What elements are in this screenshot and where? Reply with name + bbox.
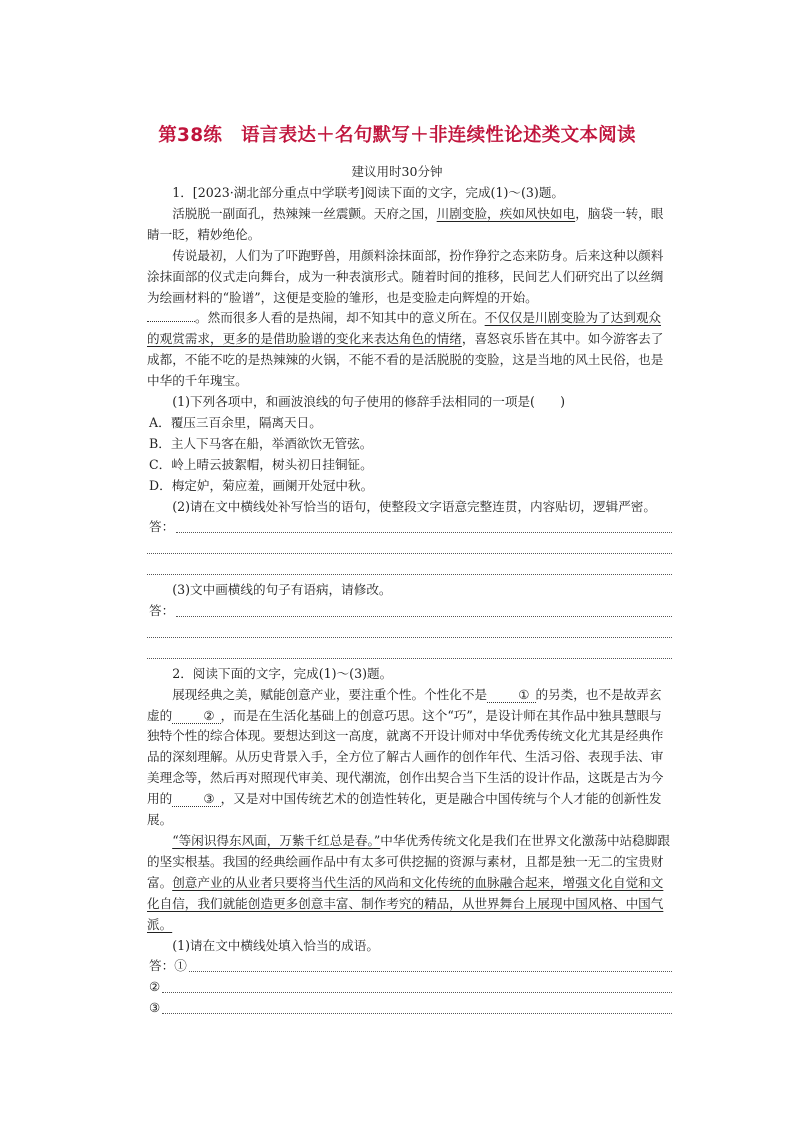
idiom-answer-2[interactable] [147,977,672,998]
option-c[interactable]: C．岭上晴云披絮帽，树头初日挂铜钲。 [149,456,373,472]
dotted-line [147,637,672,638]
q2-p1-text-d: ，又是对中国传统艺术的创造性转化，更是融合中国传统与个人才能的创新性发展。 [147,791,662,828]
idiom-answer-1[interactable] [147,956,672,977]
option-a[interactable]: A．覆压三百余里，隔离天日。 [149,414,322,430]
answer-label-text: 答： [149,958,175,974]
answer-label [147,956,187,977]
blank-2[interactable]: ② [172,709,220,724]
answer-line-3-2[interactable] [147,622,672,643]
dotted-line [189,971,672,972]
q2-paragraph-2 [147,831,672,936]
circled-number-3: ③ [149,1000,161,1016]
q2-p1-text-c: ，而是在生活化基础上的创意巧思。这个“巧”，是设计师在其作品中独具慧眼与独特个性的综合体现。要想达到这一高度，就离不开设计师对中华优秀传统文化尤其是经典作品的深刻理解。从历史背景入手，全方位了解古人画作的创作年代、生活习俗、表现手法、审美理念等，然后再对照现代审美、现代潮流，创作出契合当下生活的设计作品，这既是古为今用的 [147,707,664,807]
dotted-line [176,616,672,617]
answer-line-3-1[interactable] [147,601,672,622]
q2-paragraph-1 [147,685,672,831]
circled-number-2: ② [149,979,161,995]
q1-sub2: (2)请在文中横线处补写恰当的语句，使整段文字语意完整连贯，内容贴切，逻辑严密。 [172,498,656,514]
q1-p3-text-b: ，喜怒哀乐皆在其中。如今游客去了成都，不能不吃的是热辣辣的火锅，不能不看的是活脱脱的变脸，这是当地的风土民俗，也是中华的千年瑰宝。 [147,331,664,389]
answer-line-2-1[interactable] [147,518,672,539]
dotted-line [162,992,672,993]
q1-p1-wavy-sentence: 川剧变脸，疾如风快如电 [436,205,576,221]
fill-blank[interactable] [147,309,195,322]
answer-line-3-3[interactable] [147,643,672,664]
time-suggestion: 建议用时30分钟 [351,164,443,179]
q1-header: 1．[2023·湖北部分重点中学联考]阅读下面的文字，完成(1)～(3)题。 [172,185,565,200]
q1-sub1: (1)下列各项中，和画波浪线的句子使用的修辞手法相同的一项是( ) [172,394,566,410]
page-title: 第38练 语言表达＋名句默写＋非连续性论述类文本阅读 [158,125,636,146]
q2-p2-text-a: 中华优秀传统文化是我们在世界文化激荡中站稳脚跟的坚实根基。我国的经典绘画作品中有太多可供挖掘的资源与素材，且都是独一无二的宝贵财富。 [147,833,670,890]
answer-label: 答： [149,519,175,535]
q2-p1-text-b: 的另类，也不是故弄玄虚的 [147,686,662,723]
dotted-line [162,1013,672,1014]
blank-1[interactable]: ① [487,688,535,703]
idiom-answer-3[interactable] [147,998,672,1019]
q1-p3-text-a: 。然而很多人看的是热闹，却不知其中的意义所在。 [195,310,485,326]
answer-label: 答： [149,603,175,619]
q2-poem-quote: “等闲识得东风面，万紫千红总是春。” [172,833,381,848]
q1-sub3: (3)文中画横线的句子有语病，请修改。 [172,582,392,598]
option-d[interactable]: D．梅定妒，菊应羞，画阑开处冠中秋。 [149,477,374,493]
q2-header: 2．阅读下面的文字，完成(1)～(3)题。 [172,665,393,681]
q1-p1-text-a: 活脱脱一副面孔，热辣辣一丝震颤。天府之国， [172,205,437,221]
q1-paragraph-3 [147,308,672,392]
dotted-line [147,658,672,659]
content [147,183,672,1019]
q2-sub1: (1)请在文中横线处填入恰当的成语。 [172,937,379,953]
dotted-line [147,553,672,554]
dotted-line [147,574,672,575]
dotted-line [176,532,672,533]
circled-number-1: ① [174,958,187,974]
q1-paragraph-2: 传说最初，人们为了吓跑野兽，用颜料涂抹面部，扮作狰狞之态来防身。后来这种以颜料涂抹面部的仪式走向舞台，成为一种表演形式。随着时间的推移，民间艺人们研究出了以丝绸为绘画材料的“脸谱”，这便是变脸的雏形，也是变脸走向辉煌的开始。 [147,247,664,305]
option-b[interactable]: B．主人下马客在船，举酒欲饮无管弦。 [149,435,373,451]
q2-p2-underlined-sentence: 创意产业的从业者只要将当代生活的风尚和文化传统的血脉融合起来，增强文化自觉和文化自信，我们就能创造更多创意丰富、制作考究的精品，从世界舞台上展现中国风格、中国气派。 [147,874,664,932]
blank-3[interactable]: ③ [172,792,220,807]
q1-p3-underlined-sentence: 不仅仅是川剧变脸为了达到观众的观赏需求，更多的是借助脸谱的变化来表达角色的情绪 [147,310,661,347]
q1-paragraph-1 [147,204,672,246]
answer-line-2-2[interactable] [147,538,672,559]
q2-p1-text-a: 展现经典之美，赋能创意产业，要注重个性。个性化不是 [172,686,488,702]
q1-p1-text-b: ，脑袋一转，眼睛一眨，精妙绝伦。 [147,205,664,242]
answer-line-2-3[interactable] [147,559,672,580]
